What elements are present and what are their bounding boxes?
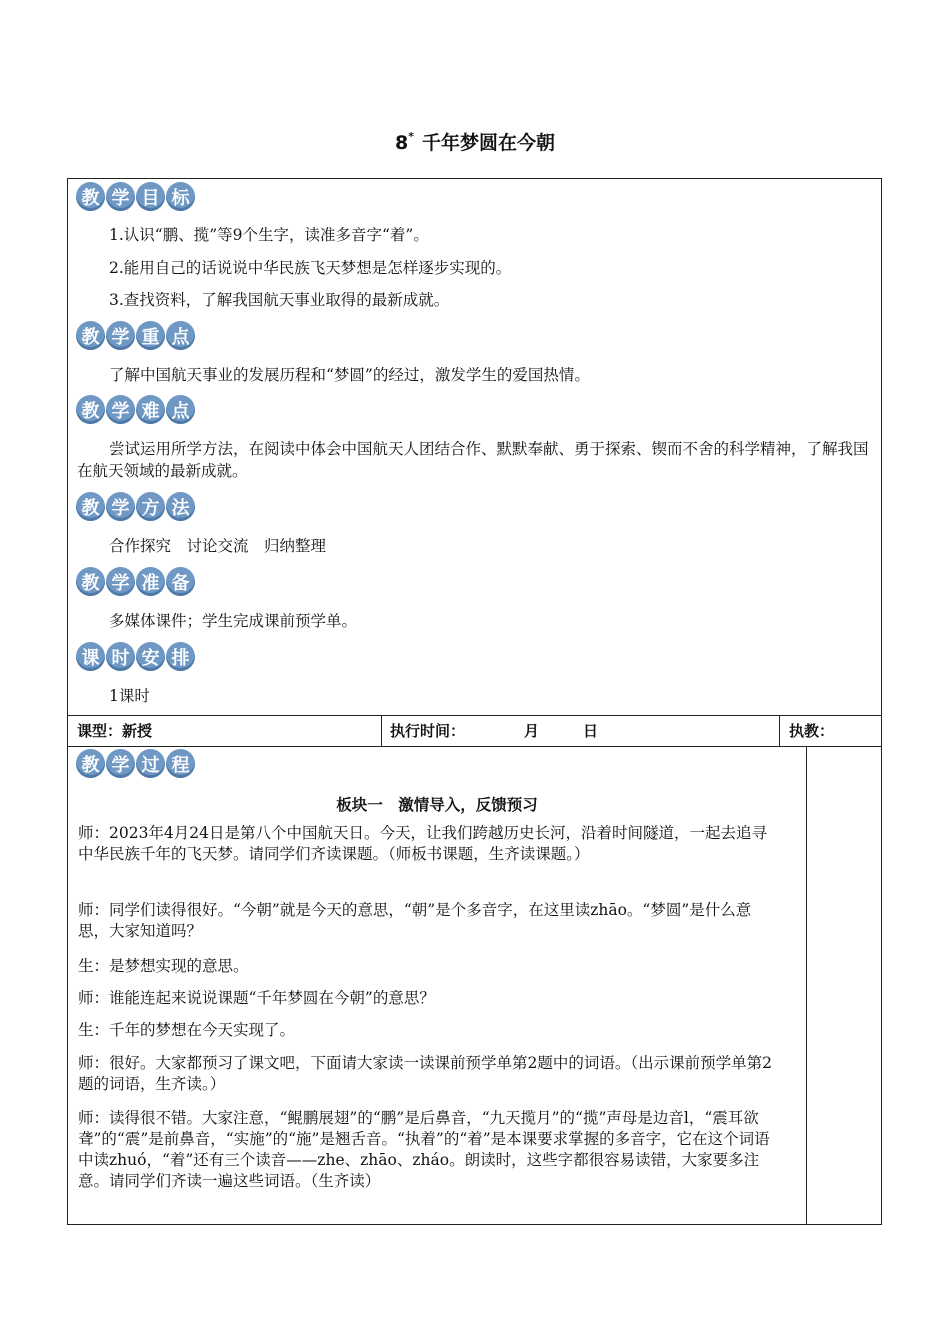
goal-line: 2.能用自己的话说说中华民族飞天梦想是怎样逐步实现的。 <box>109 259 512 277</box>
heading-char: 方 <box>136 492 165 521</box>
block-one-title: 板块一 激情导入，反馈预习 <box>336 796 538 814</box>
dialogue-paragraph: 师：很好。大家都预习了课文吧，下面请大家读一读课前预学单第2题中的词语。（出示课前预学单第2题的词语，生齐读。） <box>78 1054 772 1093</box>
heading-char: 教 <box>76 567 105 596</box>
heading-char: 点 <box>166 395 195 424</box>
heading-char: 时 <box>106 642 135 671</box>
heading-char: 教 <box>76 395 105 424</box>
dialogue-paragraph: 师：同学们读得很好。“今朝”就是今天的意思，“朝”是个多音字，在这里读zhāo。“梦圆”是什么意思，大家知道吗？ <box>78 901 752 940</box>
heading-schedule <box>76 642 195 672</box>
preparation-text: 多媒体课件；学生完成课前预学单。 <box>109 612 358 630</box>
dialogue-paragraph: 师：2023年4月24日是第八个中国航天日。今天，让我们跨越历史长河，沿着时间隧道，一起去追寻中华民族千年的飞天梦。请同学们齐读课题。（师板书课题，生齐读课题。） <box>78 824 768 863</box>
dialogue-paragraph: 师：谁能连起来说说课题“千年梦圆在今朝”的意思？ <box>78 989 435 1007</box>
heading-char: 安 <box>136 642 165 671</box>
plan-overview-table <box>67 178 882 716</box>
heading-char: 难 <box>136 395 165 424</box>
heading-preparation <box>76 567 195 597</box>
heading-methods <box>76 492 195 522</box>
heading-char: 备 <box>166 567 195 596</box>
heading-teaching-process <box>76 749 195 779</box>
heading-char: 法 <box>166 492 195 521</box>
lesson-type: 课型：新授 <box>77 722 153 740</box>
methods-text: 合作探究 讨论交流 归纳整理 <box>109 537 327 555</box>
heading-key-points <box>76 321 195 351</box>
notes-column-divider <box>806 747 807 1224</box>
heading-char: 学 <box>106 182 135 211</box>
goal-line: 1.认识“鹏、揽”等9个生字，读准多音字“着”。 <box>109 226 429 244</box>
dialogue-paragraph: 师：读得很不错。大家注意，“鲲鹏展翅”的“鹏”是后鼻音，“九天揽月”的“揽”声母是边音l，“震耳欲聋”的“震”是前鼻音，“实施”的“施”是翘舌音。“执着”的“着”是本课要求掌握的多音字，它在这个词语中读zhuó，“着”还有三个读音——zhe、zhāo、zháo。朗读时，这些字都很容易读错，大家要多注意。请同学们齐读一遍这些词语。（生齐读） <box>78 1109 770 1190</box>
teaching-process-table <box>67 746 882 1225</box>
heading-char: 教 <box>76 321 105 350</box>
heading-char: 课 <box>76 642 105 671</box>
divider <box>381 716 382 746</box>
heading-char: 教 <box>76 492 105 521</box>
heading-char: 点 <box>166 321 195 350</box>
lesson-title <box>0 128 950 155</box>
heading-char: 学 <box>106 492 135 521</box>
difficulty-text: 尝试运用所学方法，在阅读中体会中国航天人团结合作、默默奉献、勇于探索、锲而不舍的科学精神，了解我国在航天领域的最新成就。 <box>77 440 869 480</box>
goal-line: 3.查找资料，了解我国航天事业取得的最新成就。 <box>109 291 450 309</box>
heading-difficulties <box>76 395 195 425</box>
teacher-label: 执教： <box>789 722 835 740</box>
heading-char: 准 <box>136 567 165 596</box>
dialogue-paragraph: 生：是梦想实现的意思。 <box>78 957 249 975</box>
key-point-text: 了解中国航天事业的发展历程和“梦圆”的经过，激发学生的爱国热情。 <box>109 366 590 384</box>
heading-char: 教 <box>76 182 105 211</box>
heading-char: 排 <box>166 642 195 671</box>
heading-char: 学 <box>106 749 135 778</box>
heading-char: 学 <box>106 567 135 596</box>
heading-char: 过 <box>136 749 165 778</box>
lesson-meta-row <box>67 715 882 747</box>
divider <box>779 716 780 746</box>
execution-time-label: 执行时间： <box>390 722 466 740</box>
month-label: 月 <box>524 722 540 740</box>
heading-char: 程 <box>166 749 195 778</box>
lesson-mark: * <box>408 129 414 143</box>
schedule-text: 1课时 <box>109 687 150 705</box>
day-label: 日 <box>583 722 599 740</box>
heading-char: 学 <box>106 395 135 424</box>
heading-teaching-goals <box>76 182 195 212</box>
lesson-number: 8 <box>394 132 409 154</box>
lesson-name: 千年梦圆在今朝 <box>421 132 555 154</box>
dialogue-paragraph: 生：千年的梦想在今天实现了。 <box>78 1021 296 1039</box>
heading-char: 目 <box>136 182 165 211</box>
heading-char: 标 <box>166 182 195 211</box>
heading-char: 重 <box>136 321 165 350</box>
heading-char: 教 <box>76 749 105 778</box>
heading-char: 学 <box>106 321 135 350</box>
